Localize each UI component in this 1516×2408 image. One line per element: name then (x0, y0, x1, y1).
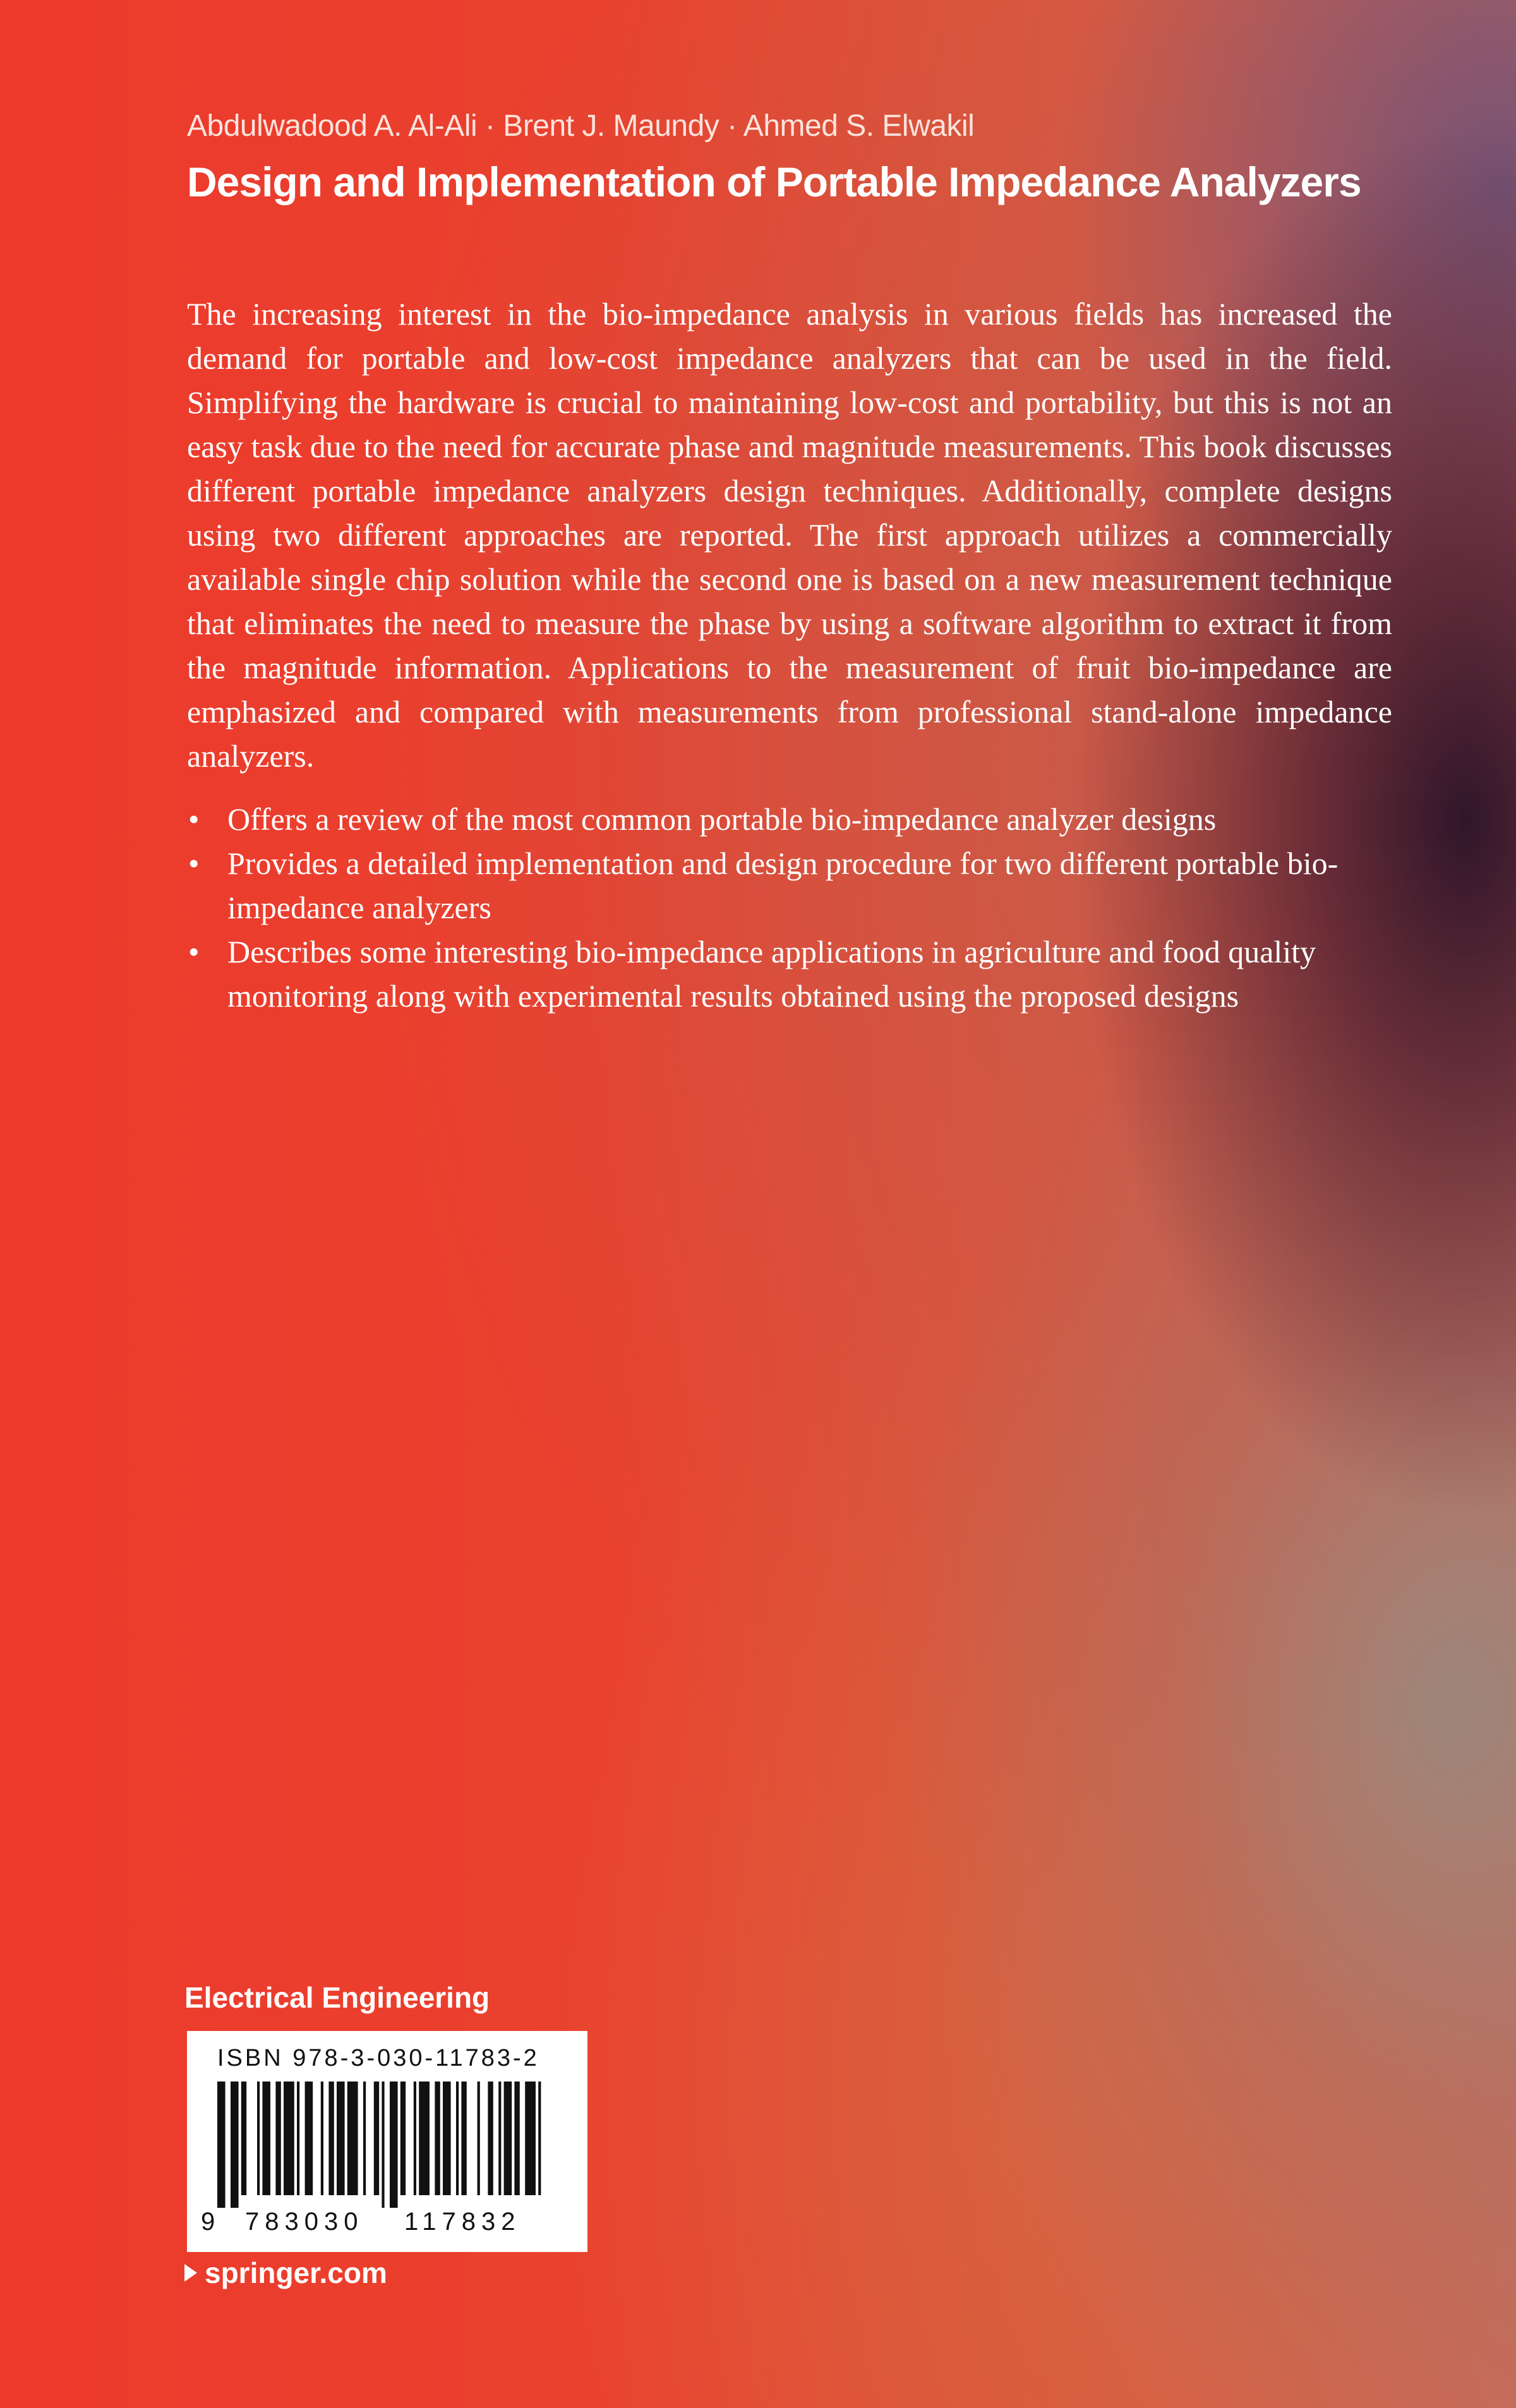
book-description: The increasing interest in the bio-impedance analysis in various fields has increased the demand for portable and low-cost impedance analyzers that can be used in the field. Simplifying the hardware is crucial to maintaining low-cost and portability, but this is not an easy task due to the need for accurate phase and magnitude measurements. This book discusses different portable impedance analyzers design techniques. Additionally, complete designs using two different approaches are reported. The first approach utilizes a commercially available single chip solution while the second one is based on a new measurement technique that eliminates the need to measure the phase by using a software algorithm to extract it from the magnitude information. Applications to the measurement of fruit bio-impedance are emphasized and compared with measurements from professional stand-alone impedance analyzers. (187, 296, 1392, 774)
barcode-bar (390, 2082, 398, 2208)
barcode-bar (504, 2082, 512, 2195)
ean-digits (201, 2208, 580, 2239)
arrow-right-icon (184, 2264, 197, 2282)
barcode-bar (262, 2082, 270, 2195)
barcode-bar (328, 2082, 334, 2195)
author-names: Abdulwadood A. Al-Ali · Brent J. Maundy · Ahmed S. Elwakil (187, 109, 975, 143)
barcode-bar (363, 2082, 366, 2195)
ean-left-group: 783030 (245, 2208, 364, 2236)
barcode-bar (498, 2082, 501, 2195)
feature-text: Provides a detailed implementation and design procedure for two different portable bio-impedance analyzers (227, 846, 1339, 925)
barcode-bar (443, 2082, 451, 2195)
barcode-bar (231, 2082, 239, 2208)
barcode-bar (241, 2082, 246, 2195)
barcode-bar (478, 2082, 480, 2195)
feature-text: Offers a review of the most common portable bio-impedance analyzer designs (227, 801, 1217, 837)
barcode-bar (414, 2082, 416, 2195)
barcode-bar (488, 2082, 493, 2195)
bullet-icon: • (188, 846, 200, 881)
feature-text: Describes some interesting bio-impedance applications in agriculture and food quality monitoring along with experimental results obtained using the proposed designs (227, 934, 1316, 1014)
barcode-bar (257, 2082, 260, 2195)
barcode-bar (456, 2082, 459, 2195)
barcode-bar (538, 2082, 541, 2195)
barcode-bar (305, 2082, 313, 2195)
barcode-bar (284, 2082, 294, 2195)
barcode-bar (347, 2082, 358, 2195)
feature-item (187, 930, 1392, 1018)
publisher-website (184, 2256, 387, 2290)
barcode-bar (525, 2082, 536, 2195)
ean-right-group: 117832 (404, 2208, 521, 2236)
barcode-bars (217, 2082, 558, 2208)
subject-category: Electrical Engineering (184, 1981, 490, 2014)
barcode-bar (275, 2082, 280, 2195)
barcode-bar (297, 2082, 299, 2195)
isbn-number: ISBN 978-3-030-11783-2 (217, 2045, 539, 2071)
barcode-bar (419, 2082, 430, 2195)
barcode-bar (321, 2082, 323, 2195)
ean-first-digit: 9 (201, 2208, 215, 2236)
isbn-barcode (187, 2031, 587, 2252)
barcode-bar (374, 2082, 379, 2195)
barcode-bar (514, 2082, 519, 2195)
barcode-bar (217, 2082, 226, 2208)
barcode-bar (461, 2082, 466, 2195)
barcode-bar (337, 2082, 345, 2195)
feature-item (187, 797, 1392, 841)
bullet-icon: • (188, 934, 200, 969)
website-url: springer.com (205, 2256, 387, 2289)
barcode-bar (435, 2082, 440, 2195)
barcode-bar (382, 2082, 384, 2208)
feature-list (187, 797, 1392, 1018)
feature-item (187, 841, 1392, 930)
book-title: Design and Implementation of Portable Impedance Analyzers (187, 159, 1361, 205)
bullet-icon: • (188, 801, 200, 837)
barcode-bar (400, 2082, 406, 2195)
